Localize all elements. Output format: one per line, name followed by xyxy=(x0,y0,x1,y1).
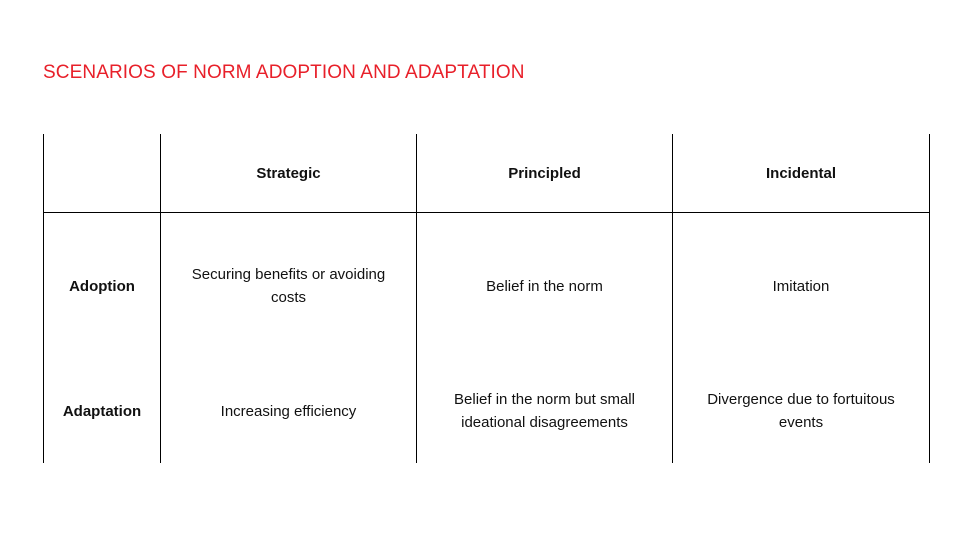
column-header-strategic: Strategic xyxy=(161,134,417,213)
cell-adoption-incidental: Imitation xyxy=(673,213,930,360)
cell-adoption-strategic: Securing benefits or avoiding costs xyxy=(161,213,417,360)
header-row xyxy=(44,134,930,213)
slide-title: SCENARIOS OF NORM ADOPTION AND ADAPTATION xyxy=(43,62,525,83)
cell-adoption-principled: Belief in the norm xyxy=(417,213,673,360)
cell-adaptation-principled: Belief in the norm but small ideational disagreements xyxy=(417,359,673,463)
row-header-adaptation: Adaptation xyxy=(44,359,161,463)
cell-adaptation-incidental: Divergence due to fortuitous events xyxy=(673,359,930,463)
table-row-adaptation xyxy=(44,359,930,463)
scenarios-table xyxy=(43,134,930,463)
column-header-incidental: Incidental xyxy=(673,134,930,213)
column-header-principled: Principled xyxy=(417,134,673,213)
row-header-adoption: Adoption xyxy=(44,213,161,360)
table-row-adoption xyxy=(44,213,930,360)
corner-cell xyxy=(44,134,161,213)
cell-adaptation-strategic: Increasing efficiency xyxy=(161,359,417,463)
